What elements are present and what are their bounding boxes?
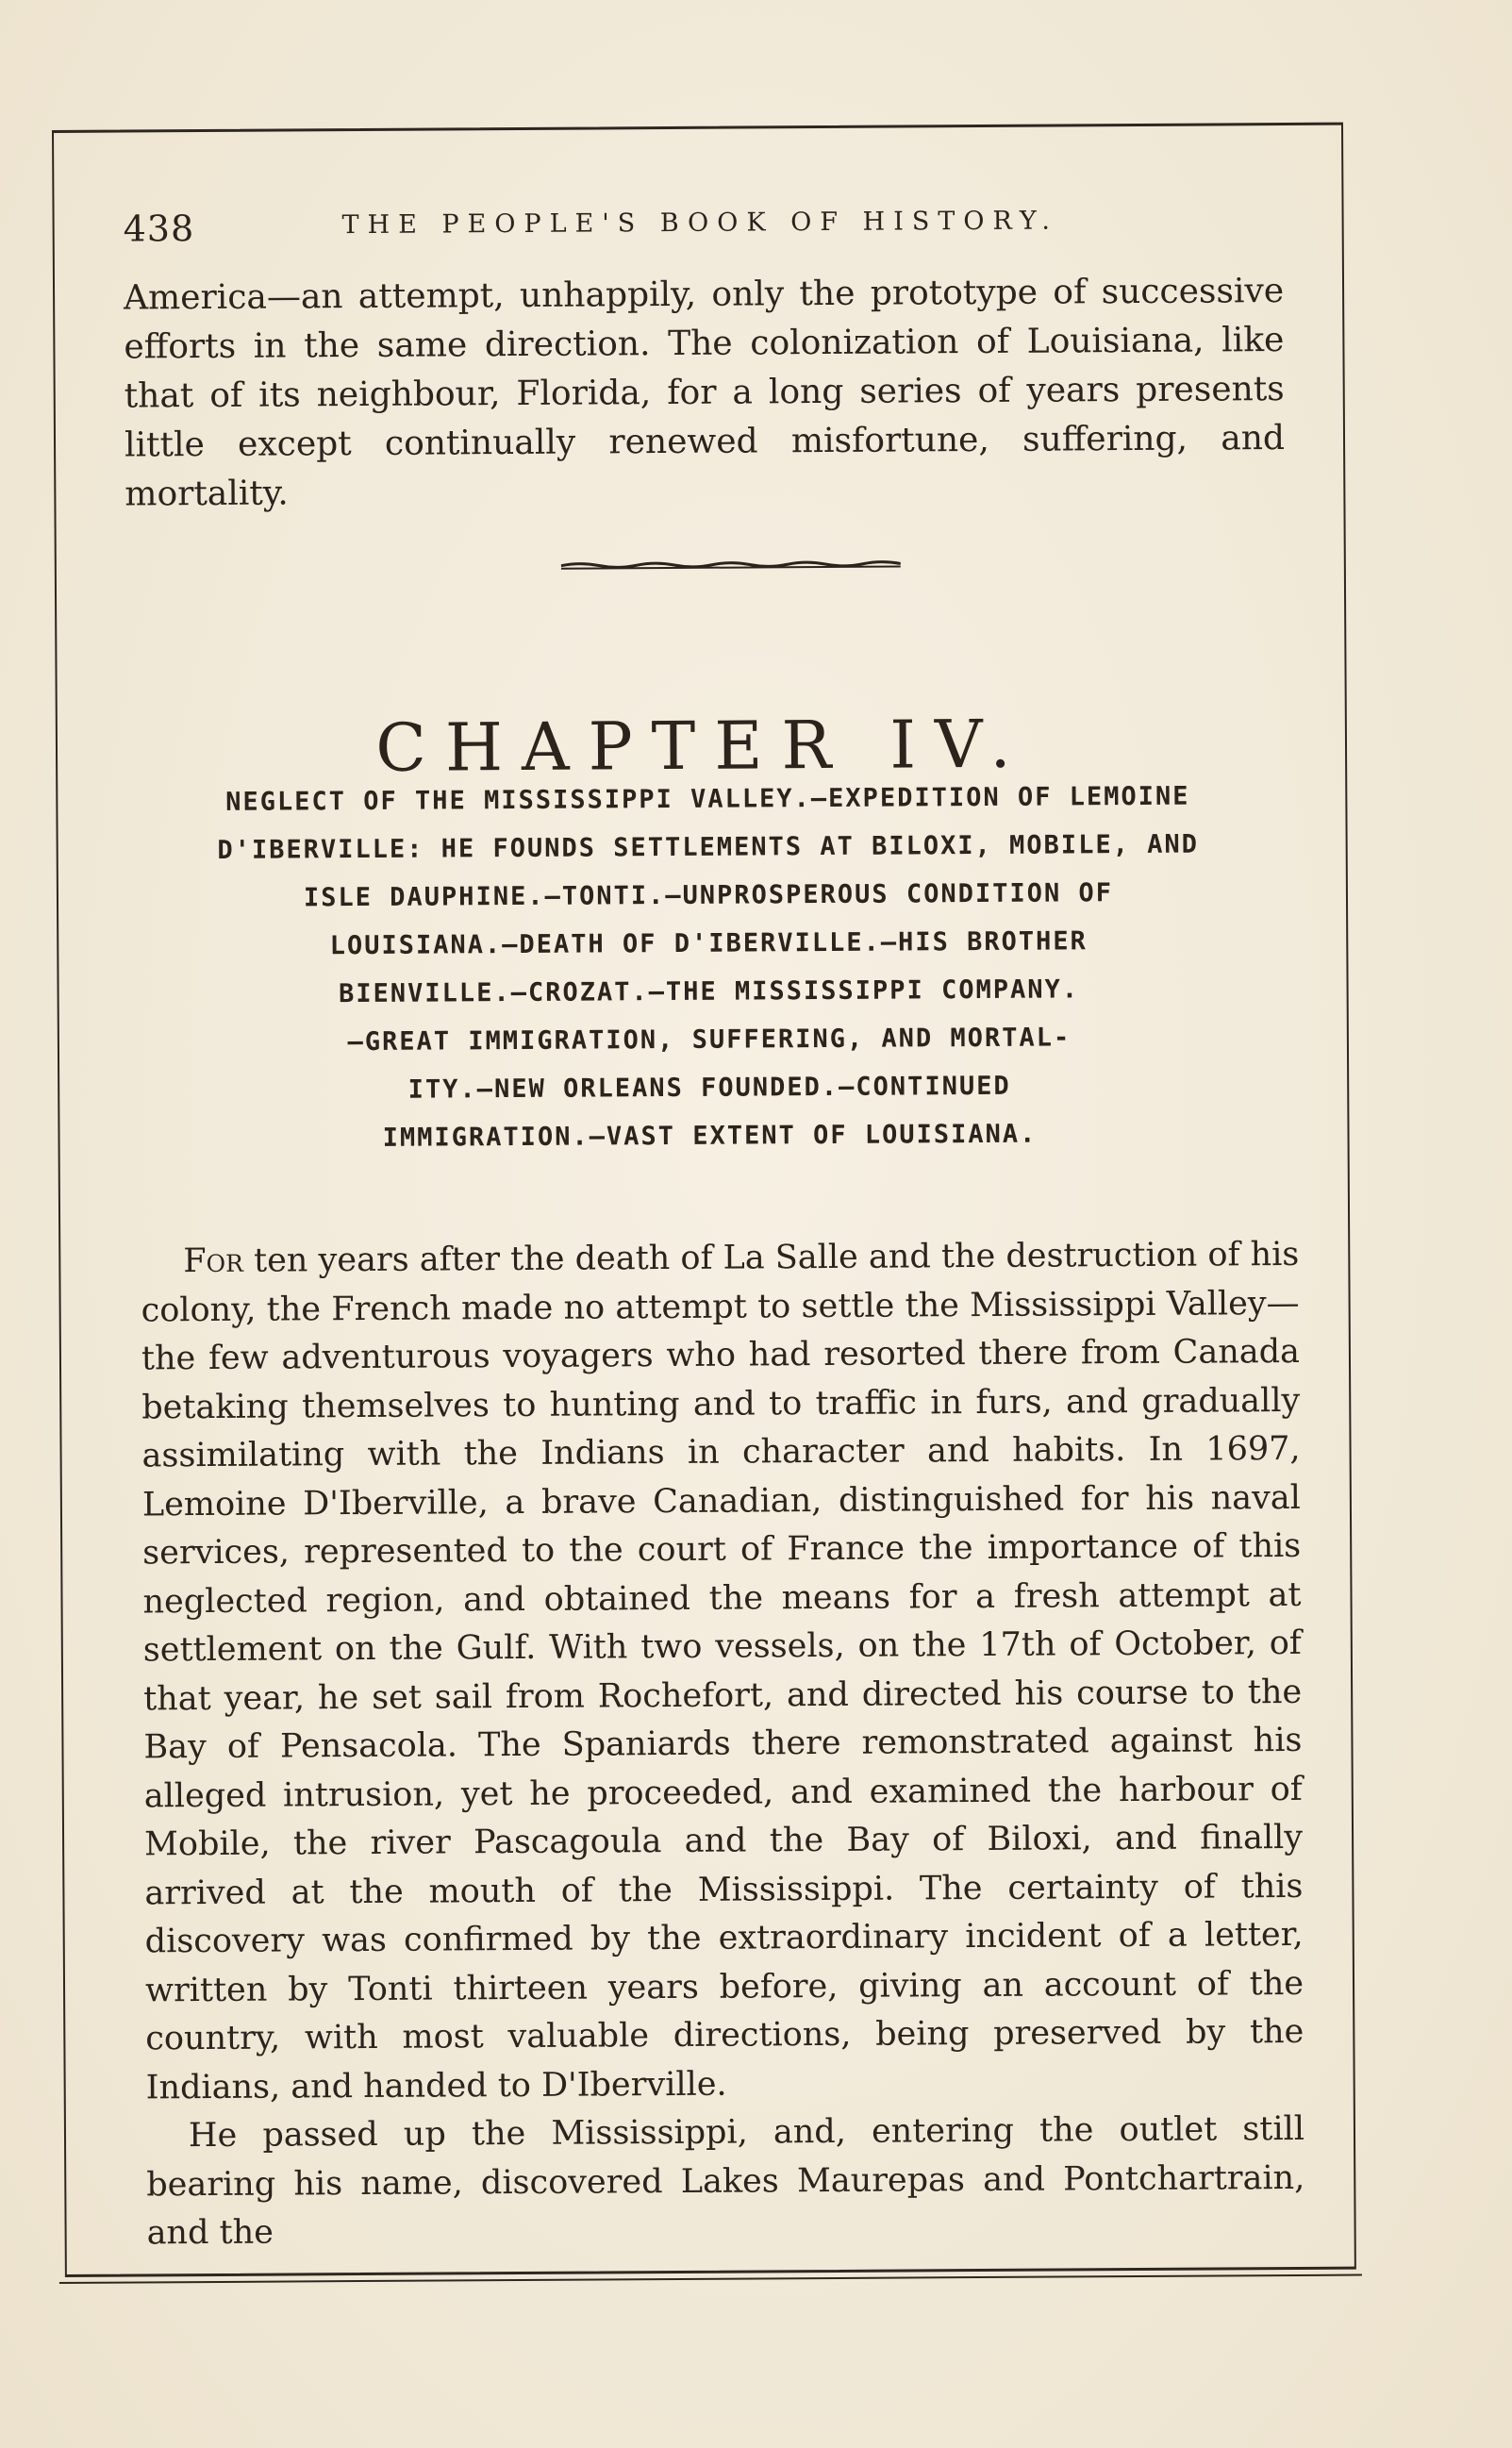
- chapter-body: [141, 1231, 1305, 2258]
- running-title: THE PEOPLE'S BOOK OF HISTORY.: [341, 206, 1058, 241]
- lead-word: For: [183, 1241, 244, 1281]
- synopsis-line: IMMIGRATION.—VAST EXTENT OF LOUISIANA.: [382, 1119, 1038, 1153]
- synopsis-line: NEGLECT OF THE MISSISSIPPI VALLEY.—EXPEDITION OF LEMOINE: [225, 781, 1190, 817]
- running-head: [116, 201, 1284, 256]
- synopsis-line: —GREAT IMMIGRATION, SUFFERING, AND MORTAL-: [347, 1023, 1072, 1057]
- body-paragraph-2: He passed up the Mississippi, and, entering the outlet still bearing his name, discovered Lakes Maurepas and Pontchartrain, and the: [146, 2109, 1305, 2253]
- page-content: [115, 125, 1305, 2274]
- synopsis-line: LOUISIANA.—DEATH OF D'IBERVILLE.—HIS BROTHER: [329, 926, 1088, 961]
- page-frame: [52, 123, 1356, 2277]
- synopsis-line: BIENVILLE.—CROZAT.—THE MISSISSIPPI COMPANY.: [339, 974, 1080, 1009]
- synopsis-line: ITY.—NEW ORLEANS FOUNDED.—CONTINUED: [407, 1071, 1011, 1105]
- carryover-paragraph: America—an attempt, unhappily, only the prototype of successive efforts in the same direction. The colonization of Louisiana, like that of its neighbour, Florida, for a long series of years presents little except continually renewed misfortune, suffering, and mortality.: [123, 272, 1286, 514]
- page-number: 438: [123, 208, 195, 250]
- paragraph-text: ten years after the death of La Salle and the destruction of his colony, the French made no attempt to settle the Mississippi Valley—the few adventurous voyagers who had resorted there from Canada betaking themselves to hunting and to traffic in furs, and gradually assimilating with the Indians in character and habits. In 1697, Lemoine D'Iberville, a brave Canadian, distinguished for his naval services, represented to the court of France the importance of this neglected region, and obtained the means for a fresh attempt at settlement on the Gulf. With two vessels, on the 17th of October, of that year, he set sail from Rochefort, and directed his course to the Bay of Pensacola. The Spaniards there remonstrated against his alleged intrusion, yet he proceeded, and examined the harbour of Mobile, the river Pascagoula and the Bay of Biloxi, and finally arrived at the mouth of the Mississippi. The certainty of this discovery was confirmed by the extraordinary incident of a letter, written by Tonti thirteen years before, giving an account of the country, with most valuable directions, being preserved by the Indians, and handed to D'Iberville.: [141, 1235, 1304, 2107]
- synopsis-line: ISLE DAUPHINE.—TONTI.—UNPROSPEROUS CONDITION OF: [303, 878, 1114, 913]
- synopsis-line: D'IBERVILLE: HE FOUNDS SETTLEMENTS AT BILOXI, MOBILE, AND: [217, 829, 1200, 865]
- ornamental-rule: [561, 558, 901, 572]
- chapter-synopsis: [128, 772, 1288, 1163]
- chapter-title: CHAPTER IV.: [375, 705, 1030, 788]
- body-paragraph-1: [141, 1231, 1304, 2112]
